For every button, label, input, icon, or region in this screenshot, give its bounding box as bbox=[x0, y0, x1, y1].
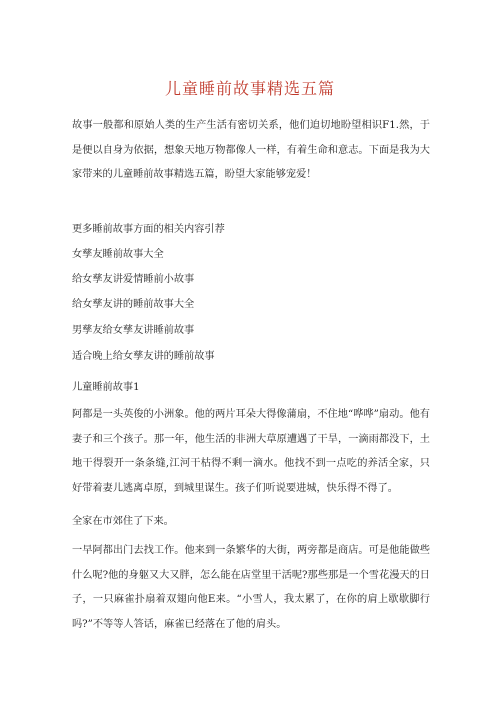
story-paragraph: 全家在市郊住了下来。 bbox=[72, 516, 174, 527]
related-link[interactable]: 男孳友给女孳友讲睡前故事 bbox=[72, 325, 195, 336]
section-heading: 儿童睡前故事1 bbox=[72, 382, 140, 393]
story-paragraph: 一早阿都出门去找工作。他来到一条繁华的大街，两旁都是商店。可是他能做些什么呢?他的身躯又大又胖，怎么能在店堂里干活呢?那些那是一个雪花漫天的日子，一只麻雀扑扇着双翅向他E来。“小雪人，我太累了，在你的肩上歇歇脚行吗?”不等等人答话，麻雀已经落在了他的肩头。 bbox=[72, 545, 430, 630]
intro-paragraph: 故事一般都和原始人类的生产生活有密切关系，他们迫切地盼望相识F1.然，于是便以自身为依据，想象天地万物都像人一样，有着生命和意志。下面是我为大家带来的儿童睡前故事精选五篇，盼望大家能够宠爱！ bbox=[72, 120, 430, 180]
page-title: 儿童睡前故事精选五篇 bbox=[164, 79, 335, 98]
story-paragraph: 阿都是一头英俊的小洲象。他的两片耳朵大得像蒲扇，不住地“哗哗”扇动。他有妻子和三个孩子。那一年，他生活的非洲大草原遭遇了干旱，一滴雨都没下，土地干得裂开一条条缝,江河干枯得不剩一滴水。他找不到一点吃的养活全家，只好带着妻儿逃离卓原，到城里谋生。孩子们听说要进城，快乐得不得了。 bbox=[72, 409, 430, 494]
related-link[interactable]: 给女孳友讲爱情睡前小故事 bbox=[72, 274, 195, 285]
related-link[interactable]: 适合晚上给女孳友讲的睡前故事 bbox=[72, 351, 215, 362]
related-link[interactable]: 女孳友睡前故事大全 bbox=[72, 249, 164, 260]
links-heading: 更多睡前故事方面的相关内容引荐 bbox=[72, 224, 225, 235]
related-link[interactable]: 给女孳友讲的睡前故事大全 bbox=[72, 299, 195, 310]
